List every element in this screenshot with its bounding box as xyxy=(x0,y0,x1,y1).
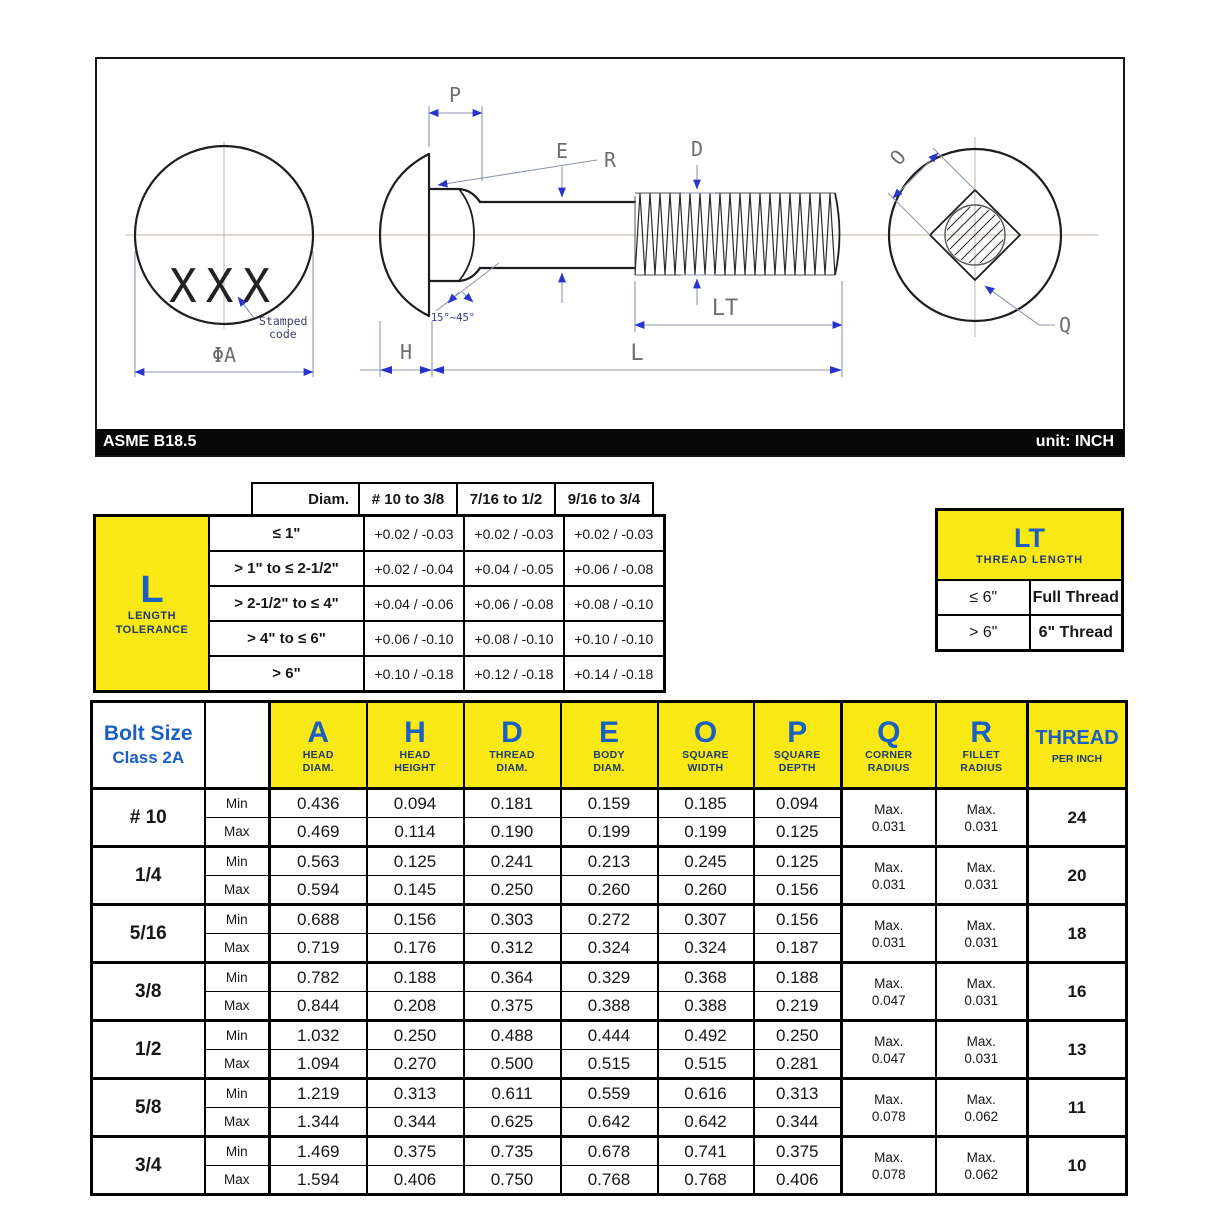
l-label: L xyxy=(630,341,644,366)
dim-value-cell: 0.188 xyxy=(367,963,464,992)
corner-radius-cell xyxy=(842,963,936,1021)
dim-value-cell: 0.199 xyxy=(561,818,658,847)
col-header-r xyxy=(936,702,1028,789)
dim-value-cell: 0.388 xyxy=(658,992,754,1021)
dim-value-cell: 0.303 xyxy=(464,905,561,934)
dim-value-cell: 1.594 xyxy=(270,1166,367,1195)
max-dot-label: Max. xyxy=(874,917,904,933)
tpi-cell: 24 xyxy=(1028,789,1127,847)
standard-label: ASME B18.5 xyxy=(103,433,197,450)
carriage-bolt-drawing xyxy=(97,59,1123,430)
corner-radius-cell xyxy=(842,789,936,847)
tpi-cell: 11 xyxy=(1028,1079,1127,1137)
condition-cell: ≤ 6" xyxy=(937,580,1030,615)
dim-value-cell: 0.159 xyxy=(561,789,658,818)
col-letter: P xyxy=(787,715,808,749)
range-label-cell: > 6" xyxy=(209,656,364,692)
dim-value-cell: 0.768 xyxy=(658,1166,754,1195)
dim-value-cell: 0.270 xyxy=(367,1050,464,1079)
table-row xyxy=(92,1021,1127,1050)
dim-value-cell: 0.250 xyxy=(367,1021,464,1050)
max-label-cell: Max xyxy=(205,1166,270,1195)
r-value: 0.062 xyxy=(964,1166,999,1182)
max-label-cell: Max xyxy=(205,1108,270,1137)
col-letter: E xyxy=(598,715,619,749)
max-label-cell: Max xyxy=(205,934,270,963)
dim-value-cell: 0.125 xyxy=(367,847,464,876)
table-row xyxy=(937,615,1123,651)
max-dot-label: Max. xyxy=(874,975,904,991)
dim-value-cell: 0.515 xyxy=(561,1050,658,1079)
col-header-q xyxy=(842,702,936,789)
table-row xyxy=(92,1137,1127,1166)
max-dot-label: Max. xyxy=(874,1149,904,1165)
technical-drawing-panel xyxy=(95,57,1125,457)
bolt-size-cell: 5/16 xyxy=(92,905,205,963)
col-header-d xyxy=(464,702,561,789)
q-value: 0.047 xyxy=(871,1050,906,1066)
range-label-cell: > 4" to ≤ 6" xyxy=(209,621,364,656)
corner-radius-cell xyxy=(842,1137,936,1195)
dim-value-cell: 0.156 xyxy=(754,876,842,905)
min-label-cell: Min xyxy=(205,789,270,818)
max-label-cell: Max xyxy=(205,992,270,1021)
dim-value-cell: 0.364 xyxy=(464,963,561,992)
max-dot-label: Max. xyxy=(966,1149,996,1165)
r-label: R xyxy=(603,148,617,172)
col-header-o xyxy=(658,702,754,789)
col-letter: A xyxy=(307,715,330,749)
thread-length-table xyxy=(935,508,1124,652)
dim-value-cell: 0.625 xyxy=(464,1108,561,1137)
dim-value-cell: 0.515 xyxy=(658,1050,754,1079)
dim-value-cell: 0.406 xyxy=(754,1166,842,1195)
max-dot-label: Max. xyxy=(966,859,996,875)
dim-value-cell: 0.250 xyxy=(464,876,561,905)
side-view-dimensions xyxy=(360,83,842,377)
dim-value-cell: 1.344 xyxy=(270,1108,367,1137)
r-value: 0.031 xyxy=(964,876,999,892)
dim-value-cell: 0.375 xyxy=(754,1137,842,1166)
dim-value-cell: 0.260 xyxy=(658,876,754,905)
d-label: D xyxy=(690,137,704,161)
length-sub: LENGTH xyxy=(127,609,177,622)
table-row xyxy=(937,510,1123,581)
col-sub: RADIUS xyxy=(867,761,910,774)
dim-value-cell: 0.219 xyxy=(754,992,842,1021)
dim-value-cell: 0.094 xyxy=(367,789,464,818)
col-sub: DIAM. xyxy=(496,761,528,774)
dim-value-cell: 0.313 xyxy=(754,1079,842,1108)
max-dot-label: Max. xyxy=(966,1091,996,1107)
dim-value-cell: 0.436 xyxy=(270,789,367,818)
fillet-radius-cell xyxy=(936,1021,1028,1079)
tolerance-cell: +0.02 / -0.03 xyxy=(564,516,664,552)
length-tolerance-table xyxy=(93,482,666,693)
dim-value-cell: 0.145 xyxy=(367,876,464,905)
col-header-h xyxy=(367,702,464,789)
tpi-cell: 10 xyxy=(1028,1137,1127,1195)
corner-radius-cell xyxy=(842,1021,936,1079)
bolt-size-cell: 1/4 xyxy=(92,847,205,905)
dim-value-cell: 0.245 xyxy=(658,847,754,876)
range-label-cell: > 2-1/2" to ≤ 4" xyxy=(209,586,364,621)
dim-value-cell: 0.444 xyxy=(561,1021,658,1050)
stamped-note-line1: Stamped xyxy=(259,314,308,328)
r-value: 0.062 xyxy=(964,1108,999,1124)
value-cell: 6" Thread xyxy=(1030,615,1123,651)
dim-value-cell: 0.844 xyxy=(270,992,367,1021)
bolt-size-cell: 1/2 xyxy=(92,1021,205,1079)
col-sub: THREAD xyxy=(489,748,535,761)
max-dot-label: Max. xyxy=(874,1091,904,1107)
q-value: 0.031 xyxy=(871,876,906,892)
dim-value-cell: 0.375 xyxy=(367,1137,464,1166)
table-row xyxy=(92,905,1127,934)
thread-length-header xyxy=(937,510,1123,581)
dim-value-cell: 0.199 xyxy=(658,818,754,847)
max-label-cell: Max xyxy=(205,1050,270,1079)
tolerance-cell: +0.02 / -0.03 xyxy=(464,516,564,552)
dim-value-cell: 0.388 xyxy=(561,992,658,1021)
bolt-size-title: Bolt Size xyxy=(103,722,193,745)
dim-value-cell: 0.312 xyxy=(464,934,561,963)
tolerance-cell: +0.02 / -0.03 xyxy=(364,516,464,552)
dim-value-cell: 0.488 xyxy=(464,1021,561,1050)
range-header-cell: 9/16 to 3/4 xyxy=(554,482,654,514)
q-value: 0.078 xyxy=(871,1166,906,1182)
dim-value-cell: 0.642 xyxy=(658,1108,754,1137)
col-sub: DIAM. xyxy=(302,761,334,774)
bolt-size-class: Class 2A xyxy=(112,748,185,767)
lt-subtitle: THREAD LENGTH xyxy=(975,554,1084,566)
tolerance-cell: +0.06 / -0.08 xyxy=(464,586,564,621)
dim-value-cell: 0.176 xyxy=(367,934,464,963)
dim-value-cell: 1.219 xyxy=(270,1079,367,1108)
col-letter: O xyxy=(693,715,718,749)
range-label-cell: > 1" to ≤ 2-1/2" xyxy=(209,551,364,586)
dim-value-cell: 0.156 xyxy=(367,905,464,934)
dim-value-cell: 0.616 xyxy=(658,1079,754,1108)
dim-value-cell: 0.559 xyxy=(561,1079,658,1108)
tolerance-cell: +0.04 / -0.05 xyxy=(464,551,564,586)
thread-sub: PER INCH xyxy=(1051,752,1103,765)
dim-value-cell: 0.187 xyxy=(754,934,842,963)
dim-value-cell: 0.563 xyxy=(270,847,367,876)
col-header-p xyxy=(754,702,842,789)
dim-value-cell: 0.735 xyxy=(464,1137,561,1166)
tolerance-cell: +0.06 / -0.08 xyxy=(564,551,664,586)
fillet-radius-cell xyxy=(936,905,1028,963)
max-label-cell: Max xyxy=(205,876,270,905)
tolerance-cell: +0.14 / -0.18 xyxy=(564,656,664,692)
bolt-size-cell: 3/8 xyxy=(92,963,205,1021)
bolt-size-cell: 3/4 xyxy=(92,1137,205,1195)
q-value: 0.031 xyxy=(871,818,906,834)
length-tolerance-header xyxy=(251,482,654,514)
dim-value-cell: 0.241 xyxy=(464,847,561,876)
range-header-cell: 7/16 to 1/2 xyxy=(456,482,556,514)
dim-value-cell: 1.469 xyxy=(270,1137,367,1166)
dim-value-cell: 0.375 xyxy=(464,992,561,1021)
max-dot-label: Max. xyxy=(966,917,996,933)
p-label: P xyxy=(448,83,462,107)
dim-value-cell: 0.611 xyxy=(464,1079,561,1108)
col-letter: D xyxy=(501,715,523,749)
dim-value-cell: 0.324 xyxy=(658,934,754,963)
dim-value-cell: 0.213 xyxy=(561,847,658,876)
col-sub: SQUARE xyxy=(682,748,729,761)
col-letter: Q xyxy=(877,715,901,749)
length-tolerance-body xyxy=(93,514,666,693)
fillet-radius-cell xyxy=(936,847,1028,905)
bolt-size-header xyxy=(92,702,205,789)
dimension-table xyxy=(90,700,1128,1196)
dim-value-cell: 0.768 xyxy=(561,1166,658,1195)
dim-value-cell: 0.313 xyxy=(367,1079,464,1108)
range-header-cell: # 10 to 3/8 xyxy=(358,482,458,514)
dim-value-cell: 0.500 xyxy=(464,1050,561,1079)
dim-value-cell: 0.688 xyxy=(270,905,367,934)
r-value: 0.031 xyxy=(964,818,999,834)
min-label-cell: Min xyxy=(205,847,270,876)
corner-radius-cell xyxy=(842,905,936,963)
fillet-radius-cell xyxy=(936,1137,1028,1195)
stamped-note-line2: code xyxy=(269,327,297,341)
col-sub: FILLET xyxy=(962,748,1000,761)
square-neck-rear-view xyxy=(885,145,1071,337)
col-sub: DIAM. xyxy=(593,761,625,774)
tolerance-cell: +0.08 / -0.10 xyxy=(464,621,564,656)
col-letter: H xyxy=(404,715,426,749)
dim-value-cell: 0.181 xyxy=(464,789,561,818)
table-row xyxy=(92,789,1127,818)
dim-value-cell: 0.307 xyxy=(658,905,754,934)
dim-value-cell: 0.125 xyxy=(754,818,842,847)
fillet-radius-cell xyxy=(936,963,1028,1021)
bolt-size-cell: # 10 xyxy=(92,789,205,847)
dim-value-cell: 0.344 xyxy=(754,1108,842,1137)
tolerance-cell: +0.10 / -0.18 xyxy=(364,656,464,692)
stamped-code-text: XXX xyxy=(168,259,280,313)
tolerance-cell: +0.12 / -0.18 xyxy=(464,656,564,692)
l-letter: L xyxy=(140,568,164,611)
r-value: 0.031 xyxy=(964,934,999,950)
dim-value-cell: 0.719 xyxy=(270,934,367,963)
tpi-cell: 13 xyxy=(1028,1021,1127,1079)
dim-value-cell: 0.281 xyxy=(754,1050,842,1079)
col-sub: HEIGHT xyxy=(394,761,436,774)
col-letter: R xyxy=(970,715,993,749)
value-cell: Full Thread xyxy=(1030,580,1123,615)
max-dot-label: Max. xyxy=(966,975,996,991)
col-sub: SQUARE xyxy=(773,748,821,761)
corner-radius-cell xyxy=(842,1079,936,1137)
drawing-title-bar xyxy=(96,429,1124,455)
dim-value-cell: 0.492 xyxy=(658,1021,754,1050)
r-value: 0.031 xyxy=(964,1050,999,1066)
lt-title: LT xyxy=(1014,523,1045,553)
dim-value-cell: 0.272 xyxy=(561,905,658,934)
col-sub: BODY xyxy=(593,748,625,761)
tolerance-cell: +0.04 / -0.06 xyxy=(364,586,464,621)
table-row xyxy=(937,580,1123,615)
fillet-radius-cell xyxy=(936,789,1028,847)
header-row xyxy=(92,702,1127,789)
dim-value-cell: 0.094 xyxy=(754,789,842,818)
dim-value-cell: 0.642 xyxy=(561,1108,658,1137)
minmax-header xyxy=(205,702,270,789)
col-sub: DEPTH xyxy=(778,761,816,774)
h-label: H xyxy=(399,340,413,364)
min-label-cell: Min xyxy=(205,963,270,992)
thread-title: THREAD xyxy=(1035,726,1119,749)
col-header-thread xyxy=(1028,702,1127,789)
o-label: O xyxy=(884,144,911,170)
dim-value-cell: 0.208 xyxy=(367,992,464,1021)
dim-value-cell: 0.260 xyxy=(561,876,658,905)
col-sub: WIDTH xyxy=(687,761,724,774)
dim-value-cell: 0.329 xyxy=(561,963,658,992)
fillet-radius-cell xyxy=(936,1079,1028,1137)
unit-label: unit: INCH xyxy=(1035,433,1114,450)
dim-value-cell: 0.344 xyxy=(367,1108,464,1137)
dim-value-cell: 0.190 xyxy=(464,818,561,847)
dim-value-cell: 0.469 xyxy=(270,818,367,847)
col-sub: HEAD xyxy=(302,748,334,761)
q-value: 0.078 xyxy=(871,1108,906,1124)
max-dot-label: Max. xyxy=(874,859,904,875)
max-dot-label: Max. xyxy=(966,801,996,817)
table-row xyxy=(92,847,1127,876)
max-dot-label: Max. xyxy=(874,1033,904,1049)
dim-value-cell: 0.741 xyxy=(658,1137,754,1166)
dim-value-cell: 0.406 xyxy=(367,1166,464,1195)
dim-value-cell: 0.156 xyxy=(754,905,842,934)
phi-a-label: ΦA xyxy=(211,343,237,367)
dim-value-cell: 1.032 xyxy=(270,1021,367,1050)
min-label-cell: Min xyxy=(205,1079,270,1108)
col-header-a xyxy=(270,702,367,789)
tpi-cell: 16 xyxy=(1028,963,1127,1021)
col-sub: HEAD xyxy=(399,748,431,761)
range-label-cell: ≤ 1" xyxy=(209,516,364,552)
q-label: Q xyxy=(1058,313,1072,337)
max-dot-label: Max. xyxy=(874,801,904,817)
tpi-cell: 20 xyxy=(1028,847,1127,905)
dim-value-cell: 0.324 xyxy=(561,934,658,963)
table-row xyxy=(95,516,665,552)
dim-value-cell: 0.125 xyxy=(754,847,842,876)
max-label-cell: Max xyxy=(205,818,270,847)
dim-value-cell: 0.750 xyxy=(464,1166,561,1195)
r-value: 0.031 xyxy=(964,992,999,1008)
min-label-cell: Min xyxy=(205,1021,270,1050)
condition-cell: > 6" xyxy=(937,615,1030,651)
table-row xyxy=(92,963,1127,992)
max-dot-label: Max. xyxy=(966,1033,996,1049)
dim-value-cell: 0.782 xyxy=(270,963,367,992)
dim-value-cell: 0.250 xyxy=(754,1021,842,1050)
dim-value-cell: 0.678 xyxy=(561,1137,658,1166)
table-row xyxy=(92,1079,1127,1108)
dim-value-cell: 1.094 xyxy=(270,1050,367,1079)
col-header-e xyxy=(561,702,658,789)
min-label-cell: Min xyxy=(205,1137,270,1166)
tolerance-cell: +0.08 / -0.10 xyxy=(564,586,664,621)
e-label: E xyxy=(555,139,569,163)
angle-note: 15°~45° xyxy=(430,312,476,324)
tolerance-cell: +0.02 / -0.04 xyxy=(364,551,464,586)
length-tolerance-corner xyxy=(95,516,210,692)
tolerance-cell: +0.10 / -0.10 xyxy=(564,621,664,656)
q-value: 0.031 xyxy=(871,934,906,950)
diam-header-cell: Diam. xyxy=(251,482,360,514)
tolerance-cell: +0.06 / -0.10 xyxy=(364,621,464,656)
corner-radius-cell xyxy=(842,847,936,905)
dim-value-cell: 0.188 xyxy=(754,963,842,992)
tpi-cell: 18 xyxy=(1028,905,1127,963)
q-value: 0.047 xyxy=(871,992,906,1008)
dim-value-cell: 0.185 xyxy=(658,789,754,818)
bolt-size-cell: 5/8 xyxy=(92,1079,205,1137)
dim-value-cell: 0.594 xyxy=(270,876,367,905)
dim-value-cell: 0.114 xyxy=(367,818,464,847)
dim-value-cell: 0.368 xyxy=(658,963,754,992)
lt-label: LT xyxy=(711,296,739,321)
col-sub: RADIUS xyxy=(960,761,1003,774)
min-label-cell: Min xyxy=(205,905,270,934)
col-sub: CORNER xyxy=(865,748,913,761)
tolerance-sub: TOLERANCE xyxy=(115,623,189,636)
